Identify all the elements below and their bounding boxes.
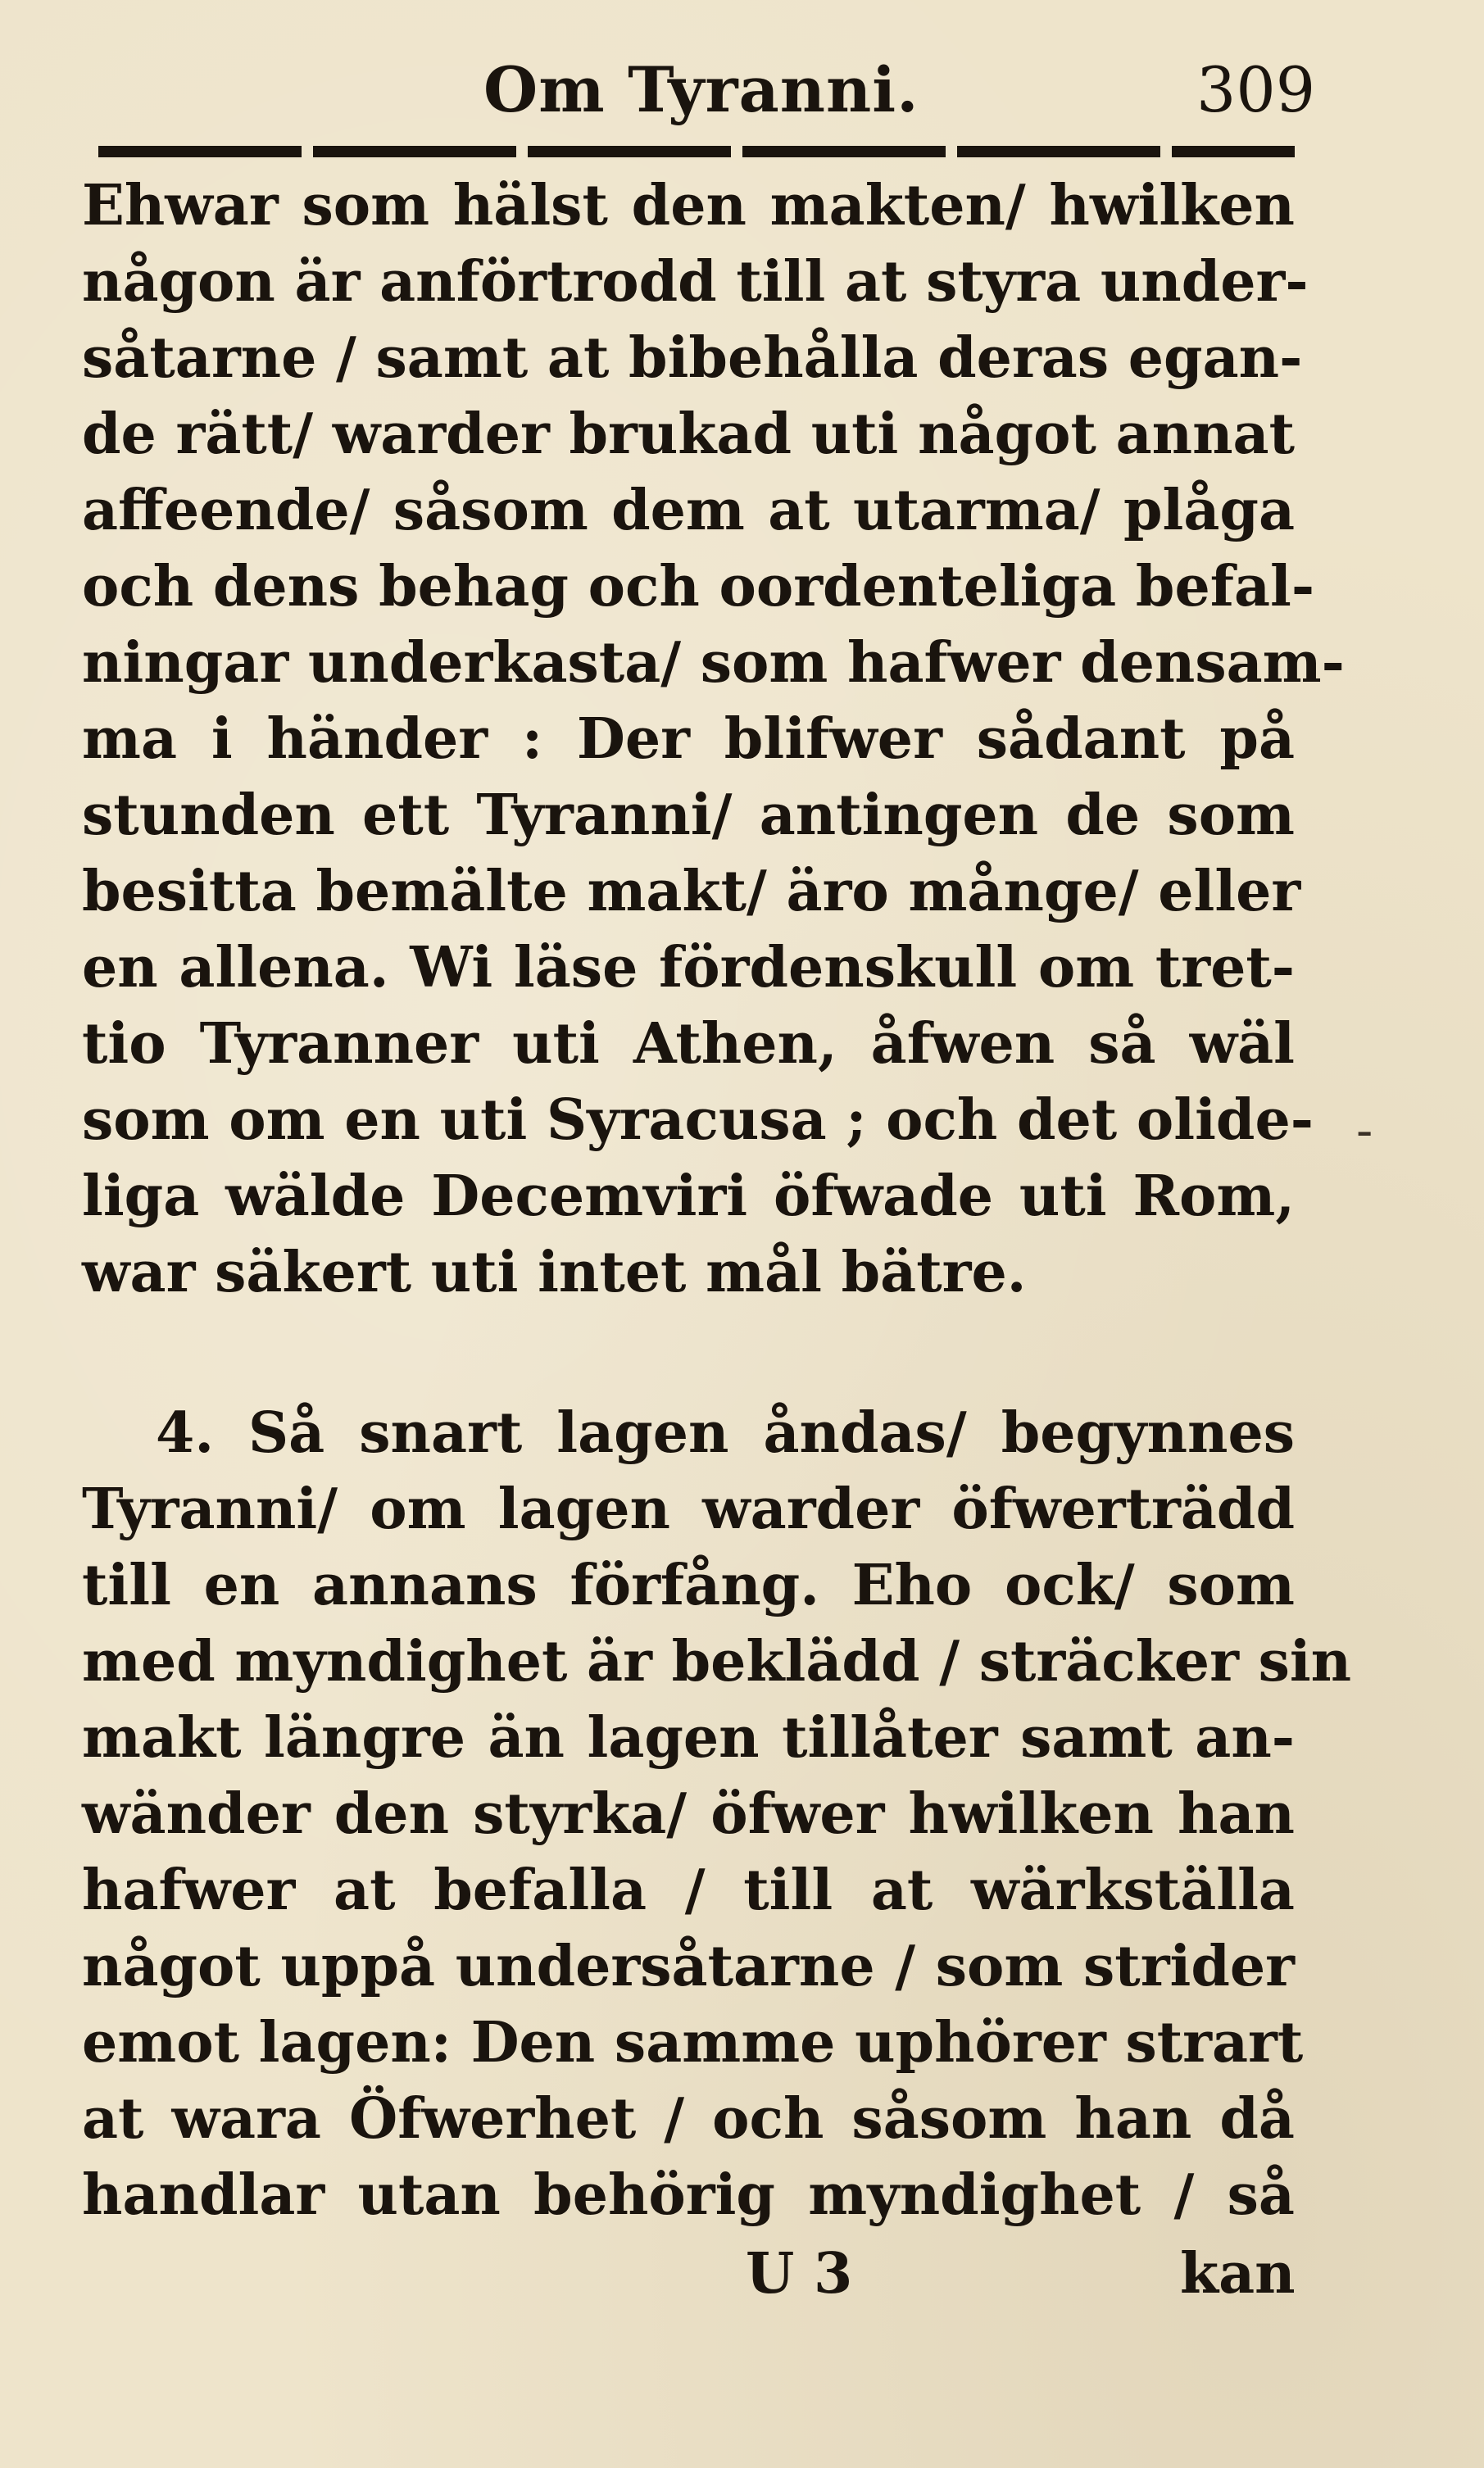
header-rule xyxy=(98,146,1295,157)
running-head xyxy=(0,49,1484,139)
text-line: de rätt/ warder brukad uti något annat xyxy=(82,402,1295,467)
text-line: såtarne / samt at bibehålla deras egan- xyxy=(82,325,1303,391)
text-line: 4. Så snart lagen åndas/ begynnes xyxy=(156,1400,1295,1466)
text-line: stunden ett Tyranni/ antingen de som xyxy=(82,783,1295,848)
paragraph-1 xyxy=(82,168,1345,1311)
page-number: 309 xyxy=(1196,53,1316,126)
text-line: tio Tyranner uti Athen, åfwen så wäl xyxy=(82,1011,1295,1077)
text-line: ma i händer : Der blifwer sådant på xyxy=(82,706,1295,772)
text-line: affeende/ såsom dem at utarma/ plåga xyxy=(82,478,1295,543)
text-line: hafwer at befalla / till at wärkställa xyxy=(82,1858,1295,1923)
signature-mark: U 3 xyxy=(746,2241,853,2307)
text-line: en allena. Wi läse fördenskull om tret- xyxy=(82,935,1295,1000)
text-line: Ehwar som hälst den makten/ hwilken xyxy=(82,173,1295,238)
body-text xyxy=(82,168,1352,2234)
text-line: någon är anförtrodd till at styra under- xyxy=(82,249,1309,315)
running-title: Om Tyranni. xyxy=(483,53,919,126)
text-line: och dens behag och oordenteliga befal- xyxy=(82,554,1315,619)
text-line: makt längre än lagen tillåter samt an- xyxy=(82,1705,1295,1771)
catchword: kan xyxy=(1180,2241,1296,2307)
paragraph-2 xyxy=(82,1395,1352,2234)
text-line: at wara Öfwerhet / och såsom han då xyxy=(82,2086,1295,2152)
text-line: emot lagen: Den samme uphörer strart xyxy=(82,2010,1304,2076)
text-line: liga wälde Decemviri öfwade uti Rom, xyxy=(82,1164,1295,1229)
margin-mark: - xyxy=(1356,1102,1373,1159)
text-line: till en annans förfång. Eho ock/ som xyxy=(82,1553,1295,1618)
text-line: handlar utan behörig myndighet / så xyxy=(82,2162,1295,2228)
text-line: Tyranni/ om lagen warder öfwerträdd xyxy=(82,1477,1295,1542)
text-line: besitta bemälte makt/ äro månge/ eller xyxy=(82,859,1301,924)
page-footer xyxy=(0,2229,1484,2319)
text-line: som om en uti Syracusa ; och det olide- xyxy=(82,1087,1314,1153)
text-line: wänder den styrka/ öfwer hwilken han xyxy=(82,1781,1295,1847)
text-line: ningar underkasta/ som hafwer densam- xyxy=(82,630,1345,696)
text-line: något uppå undersåtarne / som strider xyxy=(82,1934,1295,1999)
text-line: war säkert uti intet mål bätre. xyxy=(82,1240,1027,1305)
text-line: med myndighet är beklädd / sträcker sin xyxy=(82,1629,1352,1694)
